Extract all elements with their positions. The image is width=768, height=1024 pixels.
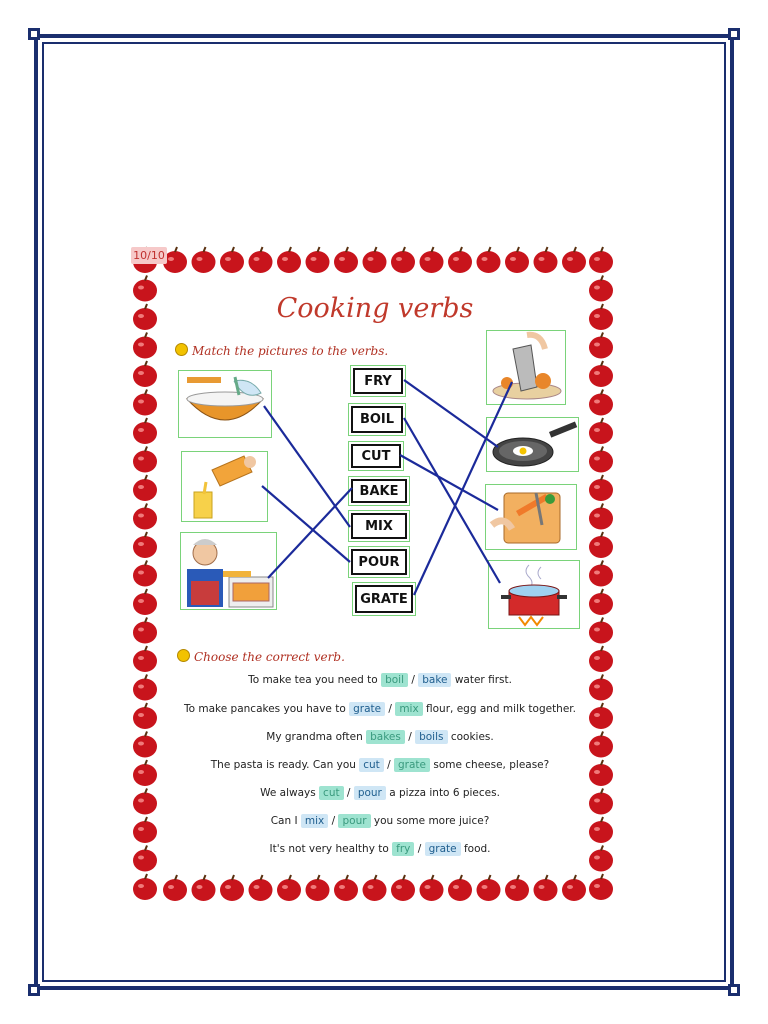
smiley-icon: [177, 649, 190, 662]
apple-icon: [133, 361, 157, 387]
sentence-text: To make pancakes you have to: [183, 703, 346, 715]
sentence-text: water first.: [454, 674, 512, 686]
option-2[interactable]: mix: [395, 702, 422, 716]
apple-icon: [133, 874, 157, 900]
apple-icon: [133, 532, 157, 558]
match-instruction-text: Match the pictures to the verbs.: [192, 344, 389, 358]
apple-icon: [133, 475, 157, 501]
option-2[interactable]: pour: [354, 786, 386, 800]
apple-icon: [589, 646, 613, 672]
apple-icon: [562, 247, 586, 273]
option-1[interactable]: fry: [392, 842, 414, 856]
sentence-7: It's not very healthy to fry / grate food.: [269, 843, 491, 855]
apple-icon: [192, 875, 216, 901]
option-2[interactable]: bake: [418, 673, 451, 687]
sentence-text: My grandma often: [266, 731, 363, 743]
grandma-baking-icon: [181, 533, 278, 611]
apple-icon: [589, 304, 613, 330]
apple-icon: [133, 504, 157, 530]
worksheet-title: Cooking verbs: [276, 293, 474, 324]
verb-label: BAKE: [351, 479, 407, 503]
choose-instruction: [177, 649, 345, 664]
apple-icon: [391, 875, 415, 901]
pouring-juice-icon: [182, 452, 269, 523]
option-1[interactable]: mix: [301, 814, 328, 828]
apple-icon: [133, 304, 157, 330]
verb-box-pour[interactable]: [348, 546, 410, 578]
apple-icon: [589, 874, 613, 900]
apple-icon: [391, 247, 415, 273]
apple-icon: [133, 589, 157, 615]
sentence-text: some cheese, please?: [433, 759, 550, 771]
sentence-text: To make tea you need to: [248, 674, 378, 686]
option-2[interactable]: boils: [415, 730, 447, 744]
option-1[interactable]: boil: [381, 673, 408, 687]
verb-label: MIX: [351, 513, 407, 539]
picture-bake[interactable]: [180, 532, 277, 610]
apple-icon: [133, 447, 157, 473]
verb-label: BOIL: [351, 406, 403, 433]
apple-icon: [220, 247, 244, 273]
apple-icon: [249, 247, 273, 273]
cutting-board-icon: [486, 485, 578, 551]
smiley-icon: [175, 343, 188, 356]
apple-icon: [589, 390, 613, 416]
apple-icon: [589, 447, 613, 473]
apple-icon: [589, 276, 613, 302]
apple-icon: [589, 561, 613, 587]
option-2[interactable]: grate: [394, 758, 430, 772]
apple-icon: [220, 875, 244, 901]
apple-icon: [589, 618, 613, 644]
apple-icon: [306, 875, 330, 901]
apple-icon: [589, 418, 613, 444]
apple-icon: [334, 247, 358, 273]
verb-box-fry[interactable]: [350, 365, 406, 397]
apple-icon: [133, 418, 157, 444]
match-instruction: [175, 343, 388, 358]
option-2[interactable]: pour: [338, 814, 370, 828]
apple-icon: [534, 875, 558, 901]
sentence-1: To make tea you need to boil / bake water first.: [248, 674, 512, 686]
apple-icon: [448, 875, 472, 901]
sentence-text: you some more juice?: [373, 815, 490, 827]
sentence-3: My grandma often bakes / boils cookies.: [266, 731, 494, 743]
apple-icon: [133, 276, 157, 302]
apple-icon: [420, 247, 444, 273]
apple-icon: [448, 247, 472, 273]
sentence-text: Can I: [270, 815, 298, 827]
grater-icon: [487, 331, 567, 406]
option-1[interactable]: cut: [359, 758, 384, 772]
verb-label: FRY: [353, 368, 403, 394]
verb-box-bake[interactable]: [348, 476, 410, 506]
apple-icon: [363, 875, 387, 901]
frying-pan-icon: [487, 418, 580, 473]
sentence-text: cookies.: [450, 731, 494, 743]
picture-fry[interactable]: [486, 417, 579, 472]
apple-icon: [477, 875, 501, 901]
sentence-2: To make pancakes you have to grate / mix flour, egg and milk together.: [183, 703, 576, 715]
option-1[interactable]: grate: [349, 702, 385, 716]
apple-icon: [589, 532, 613, 558]
sentence-text: a pizza into 6 pieces.: [389, 787, 500, 799]
option-2[interactable]: grate: [425, 842, 461, 856]
boiling-pot-icon: [489, 561, 581, 630]
verb-label: POUR: [351, 549, 407, 575]
apple-icon: [163, 875, 187, 901]
picture-cut[interactable]: [485, 484, 577, 550]
sentence-text: It's not very healthy to: [269, 843, 389, 855]
apple-icon: [589, 589, 613, 615]
apple-icon: [534, 247, 558, 273]
picture-pour[interactable]: [181, 451, 268, 522]
apple-icon: [133, 333, 157, 359]
verb-box-boil[interactable]: [348, 403, 406, 436]
sentence-6: Can I mix / pour you some more juice?: [270, 815, 490, 827]
choose-instruction-text: Choose the correct verb.: [194, 650, 345, 664]
apple-icon: [133, 390, 157, 416]
apple-icon: [363, 247, 387, 273]
apple-icon: [133, 646, 157, 672]
option-1[interactable]: cut: [319, 786, 344, 800]
apple-icon: [192, 247, 216, 273]
apple-icon: [420, 875, 444, 901]
apple-icon: [133, 618, 157, 644]
apple-icon: [133, 561, 157, 587]
apple-icon: [249, 875, 273, 901]
apple-icon: [277, 875, 301, 901]
verb-label: CUT: [351, 444, 401, 468]
picture-grate[interactable]: [486, 330, 566, 405]
picture-boil[interactable]: [488, 560, 580, 629]
mixing-bowl-icon: [179, 371, 273, 439]
score-badge: 10/10: [131, 247, 167, 264]
sentence-5: We always cut / pour a pizza into 6 pieces.: [260, 787, 500, 799]
verb-box-cut[interactable]: [348, 441, 404, 471]
sentence-text: flour, egg and milk together.: [426, 703, 576, 715]
apple-icon: [334, 875, 358, 901]
apple-icon: [589, 504, 613, 530]
picture-mix[interactable]: [178, 370, 272, 438]
sentence-4: The pasta is ready. Can you cut / grate some cheese, please?: [210, 759, 550, 771]
sentence-text: The pasta is ready. Can you: [210, 759, 356, 771]
option-1[interactable]: bakes: [366, 730, 405, 744]
apple-icon: [589, 475, 613, 501]
apple-icon: [589, 247, 613, 273]
verb-box-mix[interactable]: [348, 510, 410, 542]
apple-icon: [589, 333, 613, 359]
apple-icon: [277, 247, 301, 273]
verb-box-grate[interactable]: [352, 582, 416, 616]
apple-icon: [505, 247, 529, 273]
apple-icon: [505, 875, 529, 901]
apple-icon: [589, 361, 613, 387]
sentence-text: food.: [463, 843, 491, 855]
verb-label: GRATE: [355, 585, 413, 613]
apple-icon: [306, 247, 330, 273]
sentence-text: We always: [260, 787, 316, 799]
apple-icon: [477, 247, 501, 273]
apple-icon: [562, 875, 586, 901]
